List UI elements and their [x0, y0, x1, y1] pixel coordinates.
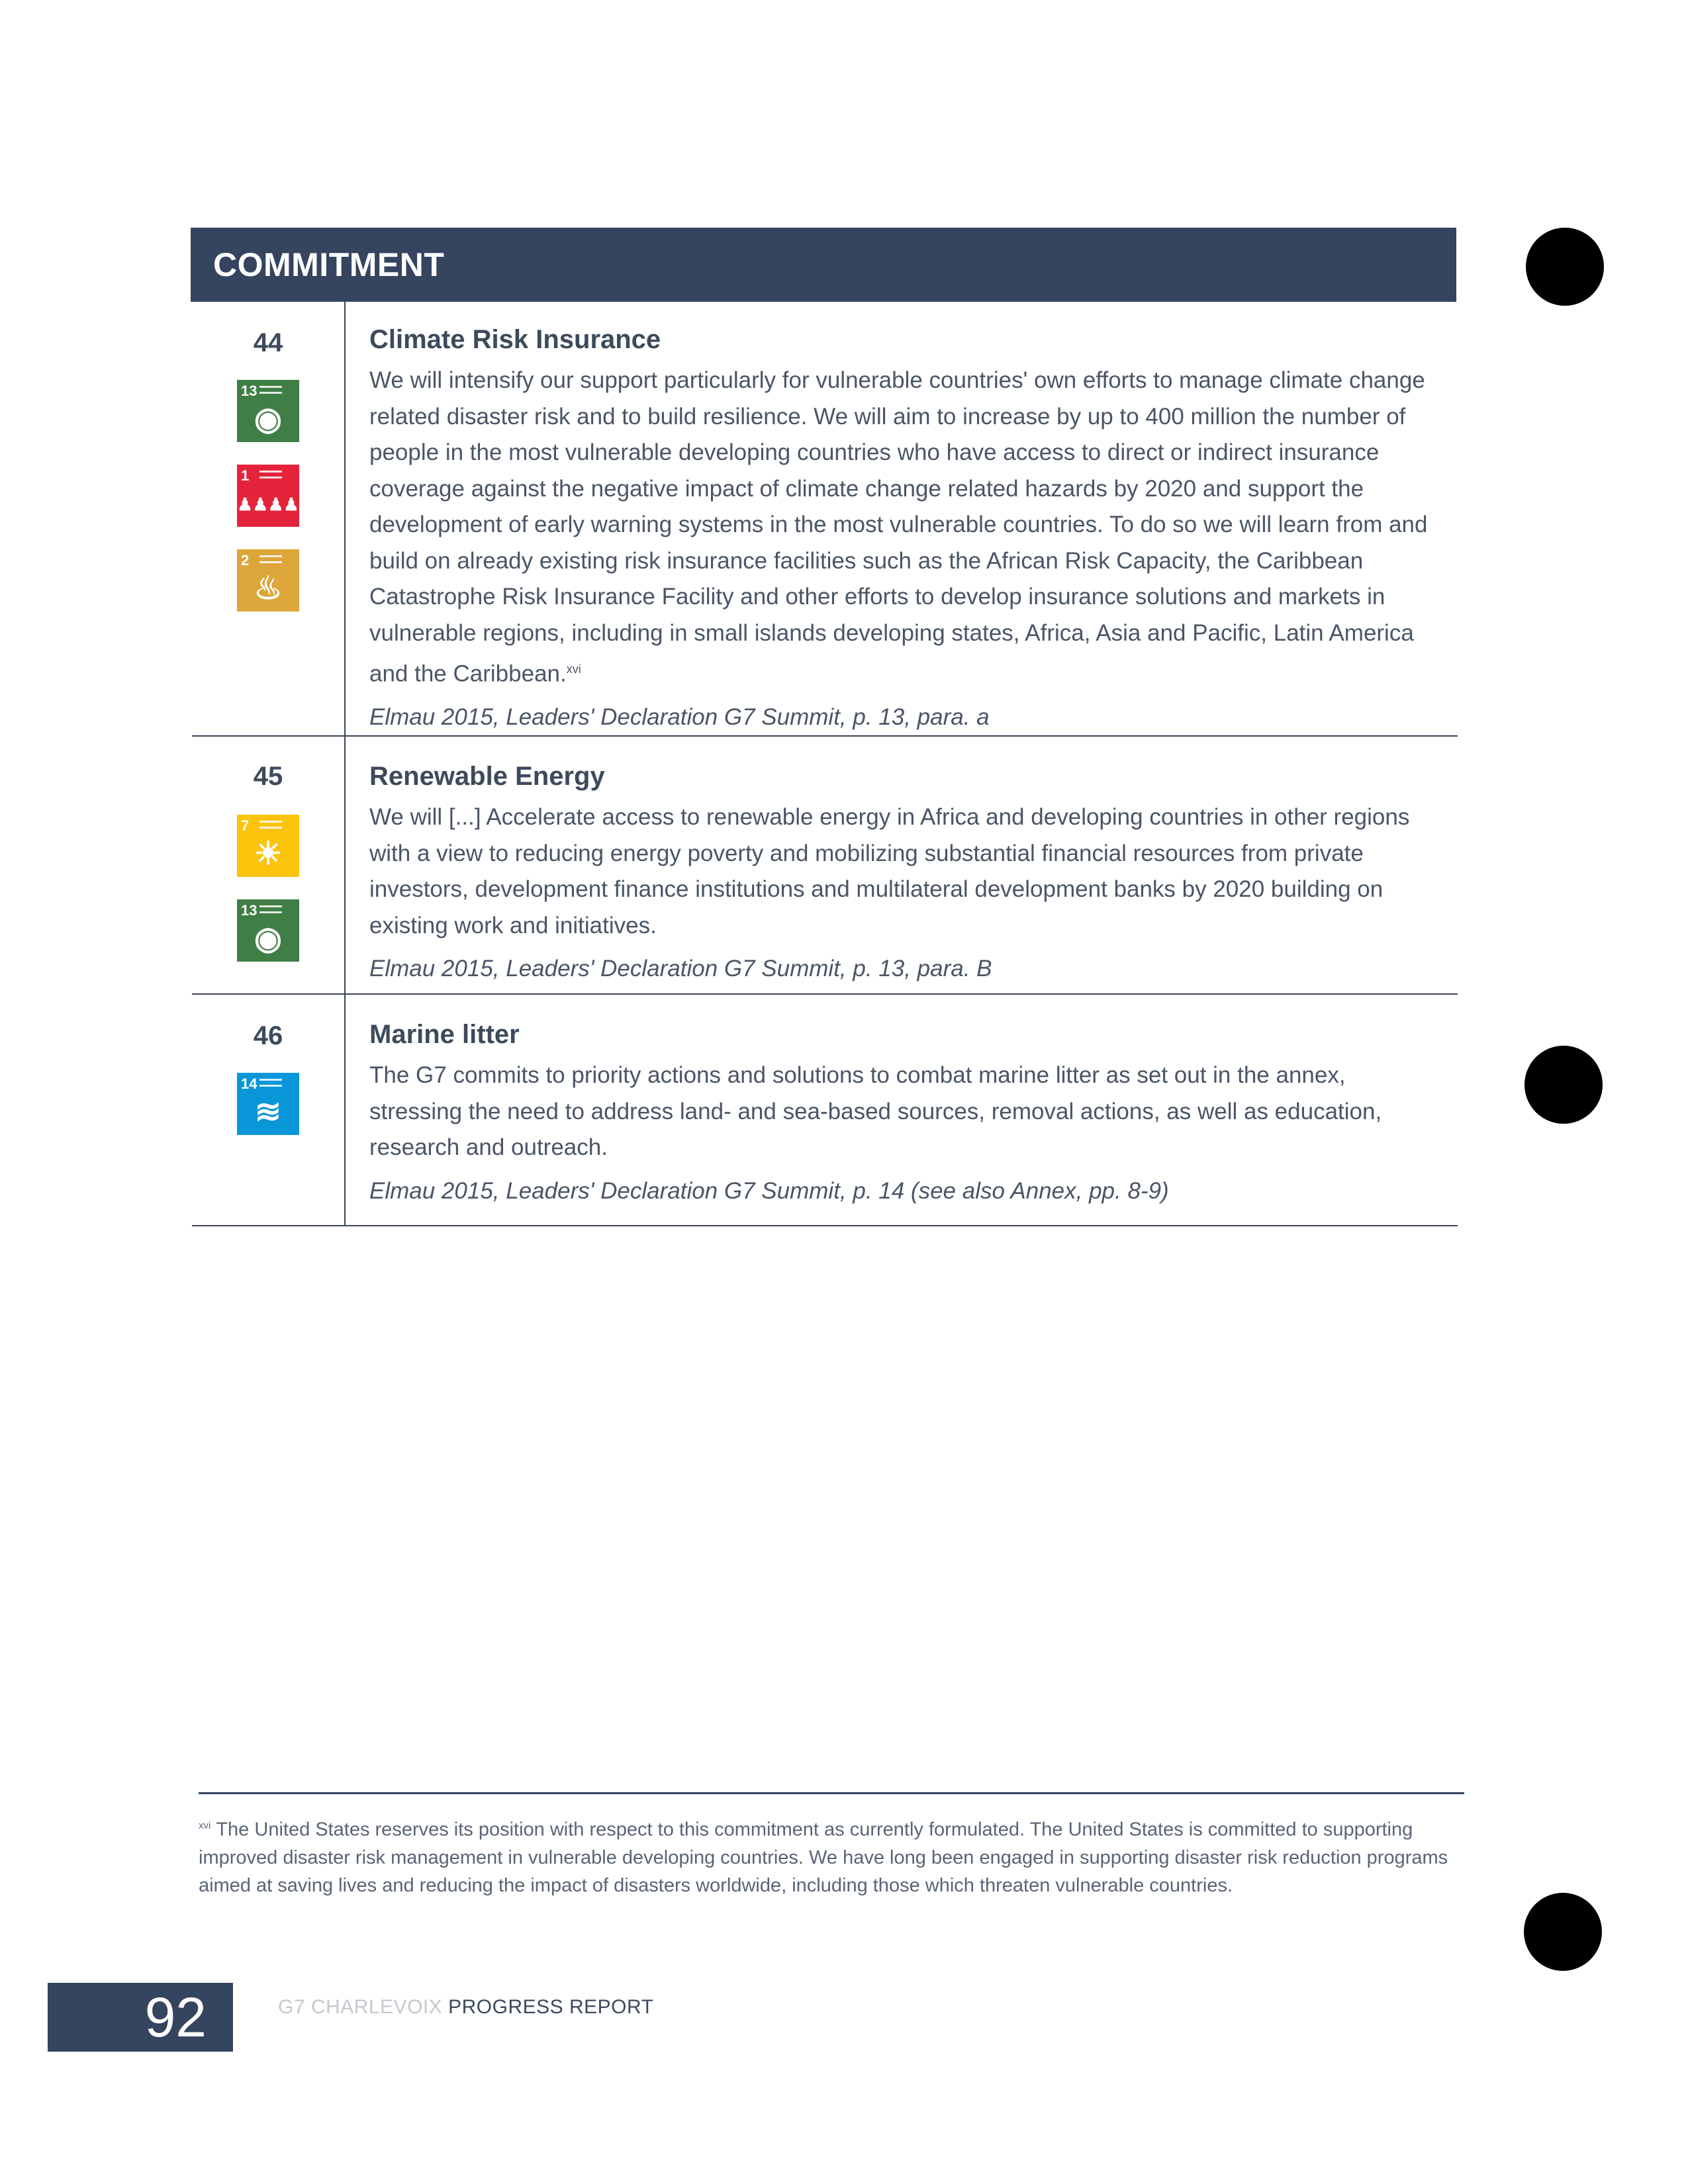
commitment-citation: Elmau 2015, Leaders' Declaration G7 Summit, p. 13, para. a — [369, 704, 990, 731]
row-divider — [192, 1225, 1458, 1226]
commitment-citation: Elmau 2015, Leaders' Declaration G7 Summit, p. 13, para. B — [369, 956, 992, 981]
footnote-marker: xvi — [199, 1820, 211, 1831]
footnote-reference: xvi — [566, 662, 581, 676]
sdg-13-climate-action-icon: 13 ◉ — [237, 380, 299, 442]
report-title — [278, 1996, 653, 2019]
commitment-content — [369, 325, 1438, 731]
commitment-title: Renewable Energy — [369, 762, 605, 791]
commitment-number: 46 — [253, 1021, 283, 1050]
commitment-row-44 — [192, 302, 1458, 737]
commitment-body: We will intensify our support particularly for vulnerable countries' own efforts to manage climate change related disaster risk and to build resilience. We will aim to increase by up to 400 million the number of people in the most vulnerable developing countries who have access to direct or indirect insurance coverage against the negative impact of climate change related hazards by 2020 and support the development of early warning systems in the most vulnerable countries. To do so we will learn from and build on already existing risk insurance facilities such as the African Risk Capacity, the Caribbean Catastrophe Risk Insurance Facility and other efforts to develop insurance solutions and markets in vulnerable regions, including in small islands developing states, Africa, Asia and Pacific, Latin America and the Caribbean.$^{xvi}$ — [369, 367, 1428, 687]
sdg-14-life-below-water-icon: 14 ≋ — [237, 1073, 299, 1135]
commitment-citation: Elmau 2015, Leaders' Declaration G7 Summit, p. 14 (see also Annex, pp. 8-9) — [369, 1177, 1169, 1204]
report-title-suffix: PROGRESS REPORT — [448, 1996, 654, 2018]
commitment-body: We will [...] Accelerate access to renewable energy in Africa and developing countries in other regions with a view to reducing energy poverty and mobilizing substantial financial resources from private investors, development finance institutions and multilateral development banks by 2020 building on existing work and initiatives. — [369, 804, 1410, 938]
sdg-2-zero-hunger-icon: 2 ♨ — [237, 549, 299, 612]
commitment-header — [191, 228, 1456, 302]
footnote-rule — [199, 1792, 1464, 1794]
sdg-icons — [237, 1073, 303, 1158]
commitment-title: Marine litter — [369, 1020, 520, 1049]
commitment-number: 45 — [253, 762, 283, 791]
commitment-content — [369, 762, 1438, 982]
commitment-row-46 — [192, 995, 1458, 1226]
commitment-row-45 — [192, 737, 1458, 995]
sdg-icons — [237, 815, 303, 984]
sdg-1-no-poverty-icon: 1 ♟♟♟♟ — [237, 465, 299, 527]
page-number: 92 — [144, 1985, 207, 2048]
sdg-icons — [237, 380, 303, 634]
column-divider — [344, 737, 346, 995]
punch-hole-middle — [1524, 1046, 1603, 1124]
commitment-content — [369, 1020, 1438, 1205]
commitment-header-label: COMMITMENT — [213, 246, 445, 283]
footnote-text: The United States reserves its position with respect to this commitment as currently formulated. The United States is committed to supporting improved disaster risk management in vulnerable developing countries. We have long been engaged in supporting disaster risk reduction programs aimed at saving lives and reducing the impact of disasters worldwide, including those which threaten vulnerable countries. — [199, 1819, 1448, 1896]
column-divider — [344, 302, 346, 737]
page-number-box — [48, 1983, 233, 2052]
sdg-7-clean-energy-icon: 7 ☀ — [237, 815, 299, 877]
report-title-prefix: G7 CHARLEVOIX — [278, 1996, 443, 2018]
punch-hole-bottom — [1524, 1893, 1602, 1971]
commitment-number: 44 — [253, 328, 283, 357]
punch-hole-top — [1526, 228, 1604, 306]
commitment-body: The G7 commits to priority actions and solutions to combat marine litter as set out in the annex, stressing the need to address land- and sea-based sources, removal actions, as well as education, research and outreach. — [369, 1062, 1382, 1160]
sdg-13-climate-action-icon: 13 ◉ — [237, 899, 299, 962]
column-divider — [344, 995, 346, 1226]
commitment-title: Climate Risk Insurance — [369, 325, 661, 354]
footnote — [199, 1812, 1466, 1899]
